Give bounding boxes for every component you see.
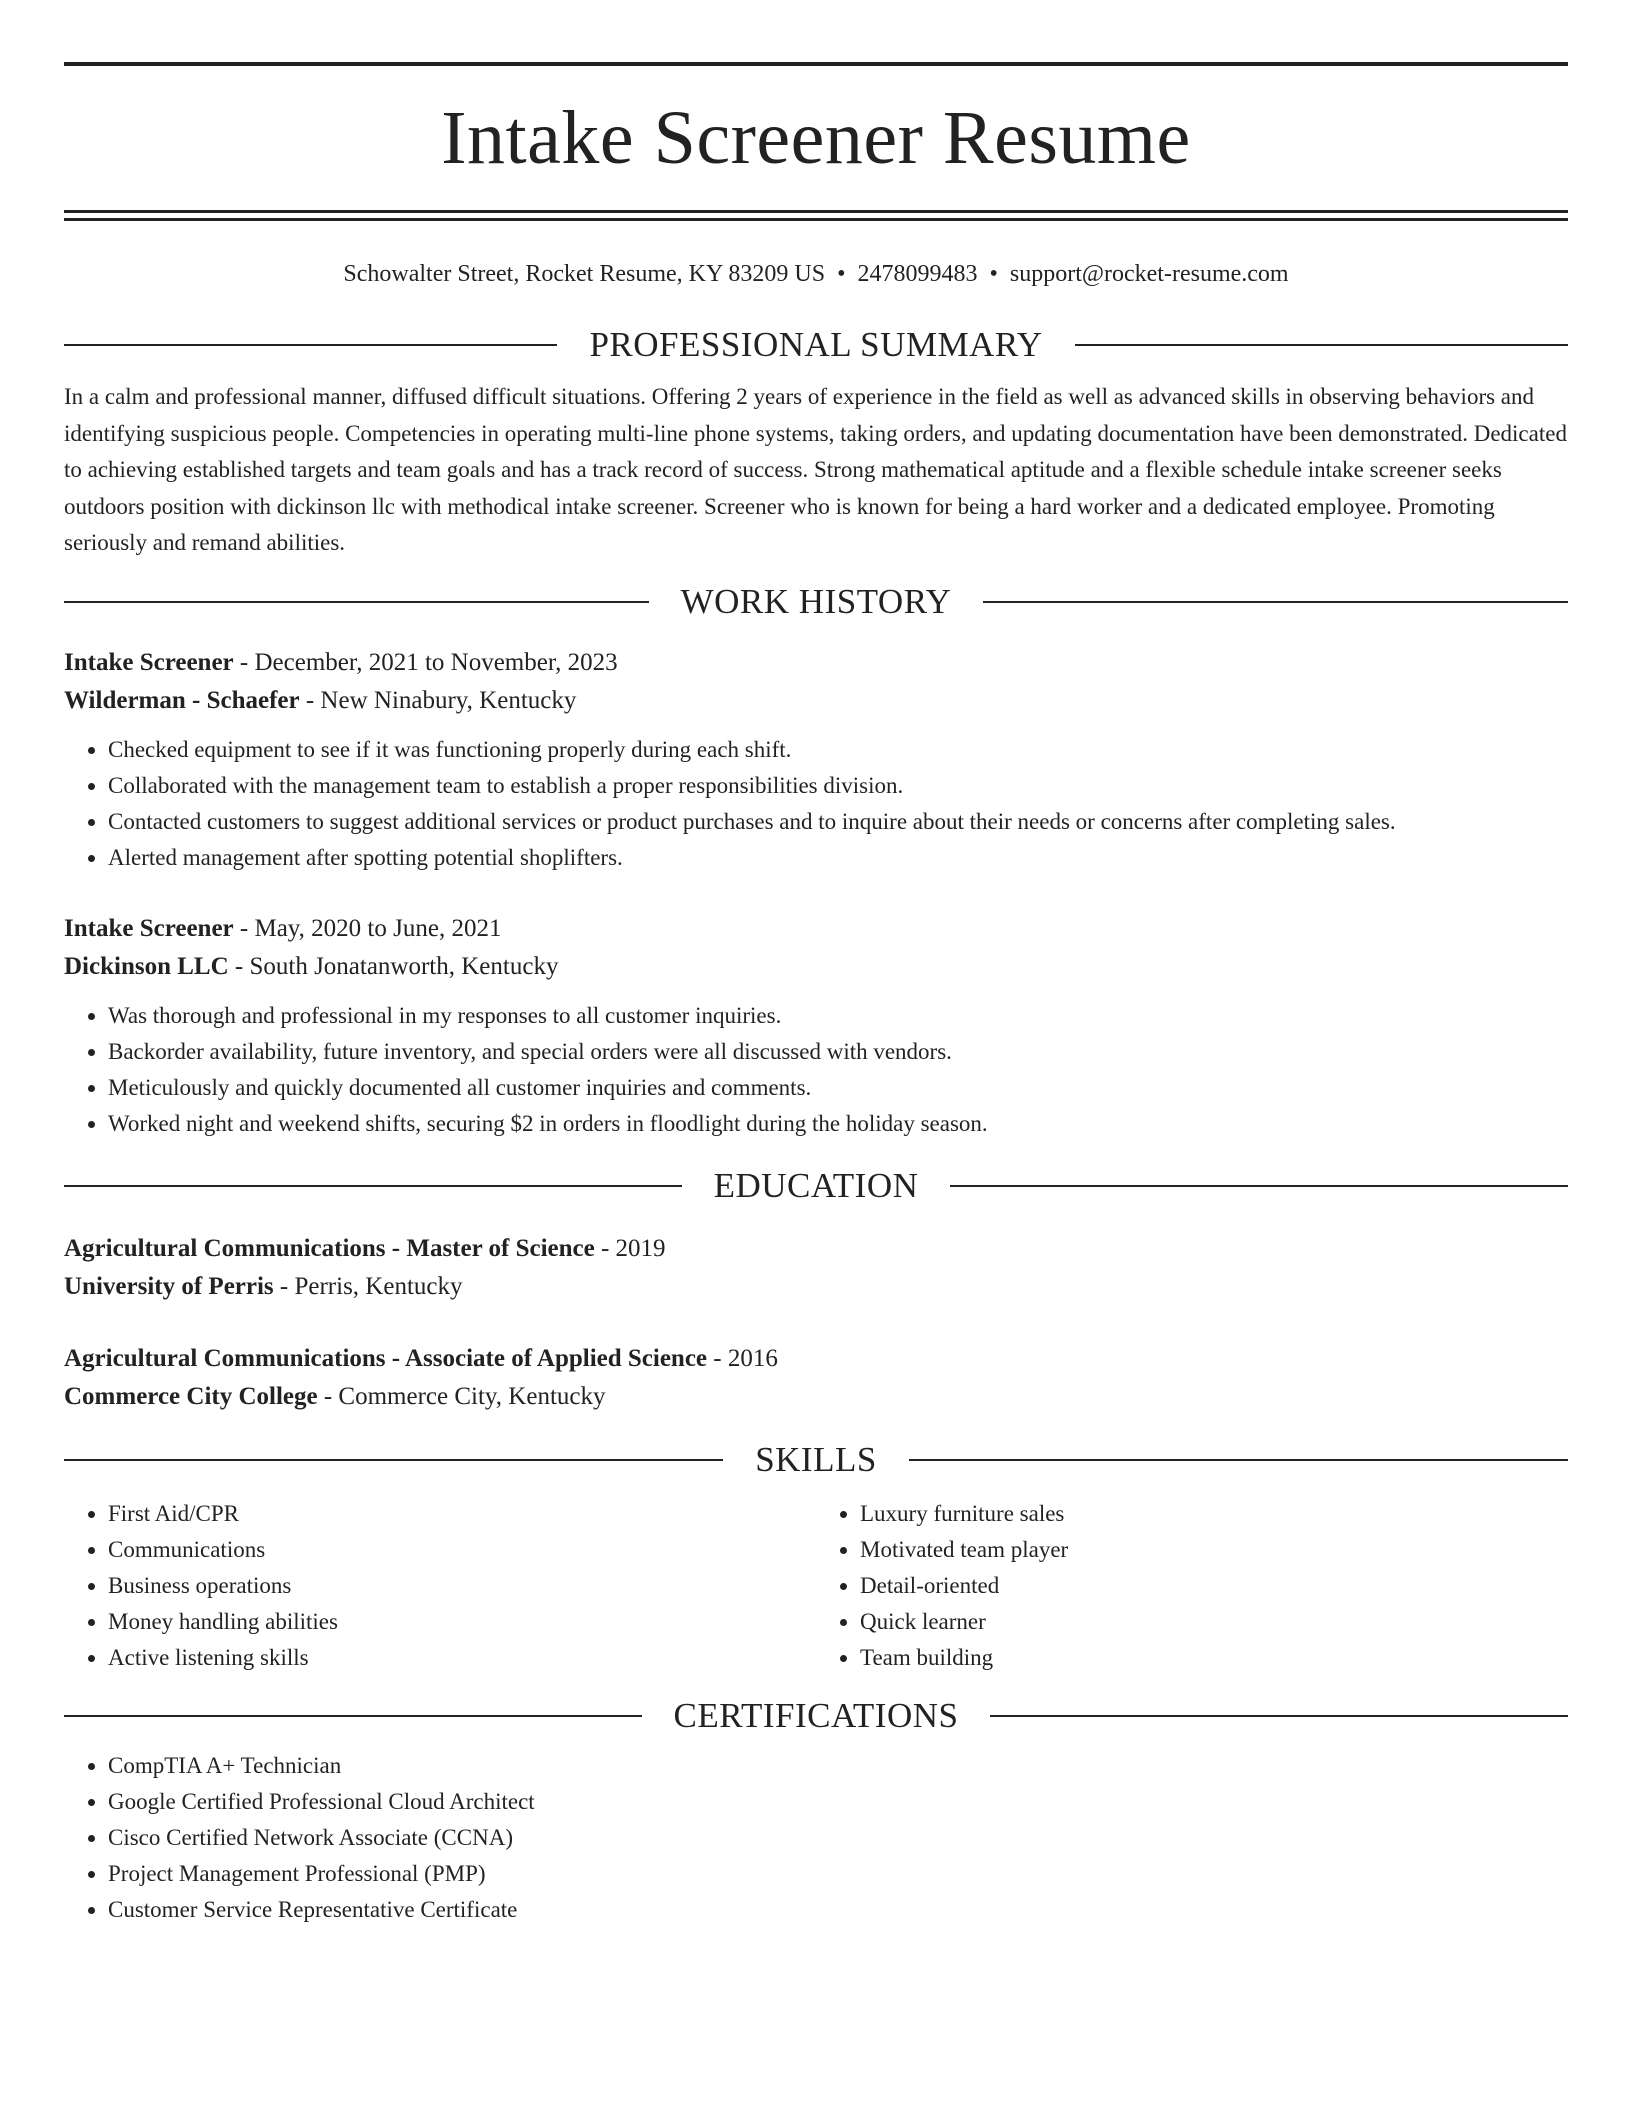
list-item: • Customer Service Representative Certificate [108, 1892, 1568, 1928]
list-item: • Backorder availability, future inventory, and special orders were all discussed with vendors. [108, 1034, 1568, 1070]
education-school: Commerce City College [64, 1382, 318, 1410]
heading-label: EDUCATION [713, 1165, 919, 1205]
section-heading-summary [64, 325, 1568, 365]
list-item: • Alerted management after spotting potential shoplifters. [108, 840, 1568, 876]
list-item: • Team building [860, 1640, 1568, 1676]
resume-title: Intake Screener Resume [441, 96, 1191, 180]
work-dates: - May, 2020 to June, 2021 [233, 914, 502, 942]
education-year: - 2019 [594, 1234, 666, 1262]
heading-rule-left [64, 1715, 642, 1717]
summary-text: In a calm and professional manner, diffused difficult situations. Offering 2 years of experience in the field as well as advanced skills in observing behaviors and identifying suspicious people. Competencies in operating multi-line phone systems, taking orders, and updating documentation have been demonstrated. Dedicated to achieving established targets and team goals and has a track record of success. Strong mathematical aptitude and a flexible schedule intake screener seeks outdoors position with dickinson llc with methodical intake screener. Screener who is known for being a hard worker and a dedicated employee. Promoting seriously and remand abilities. [64, 384, 1567, 555]
heading-label: PROFESSIONAL SUMMARY [589, 325, 1043, 364]
section-heading-work [64, 582, 1568, 622]
work-title-line [64, 910, 1568, 948]
list-item: • CompTIA A+ Technician [108, 1748, 1568, 1784]
heading-rule-left [64, 1459, 723, 1461]
heading-label: WORK HISTORY [680, 581, 952, 621]
contact-email: support@rocket-resume.com [1009, 261, 1289, 287]
heading-rule-left [64, 1185, 682, 1187]
section-heading-certifications [64, 1696, 1568, 1736]
heading-label: SKILLS [755, 1439, 877, 1479]
heading-rule-right [909, 1459, 1568, 1461]
contact-phone: 2478099483 [857, 261, 978, 287]
work-bullets [64, 732, 1568, 876]
certifications-list [64, 1748, 1568, 1928]
education-school-line [64, 1268, 1568, 1306]
work-entry [64, 910, 1568, 1142]
education-location: - Perris, Kentucky [273, 1272, 463, 1300]
section-heading-education [64, 1166, 1568, 1206]
work-role: Intake Screener [64, 914, 234, 942]
list-item: • Detail-oriented [860, 1568, 1568, 1604]
list-item: • Motivated team player [860, 1532, 1568, 1568]
education-year: - 2016 [707, 1344, 778, 1372]
list-item: • Checked equipment to see if it was functioning properly during each shift. [108, 732, 1568, 768]
work-title-line [64, 644, 1568, 682]
separator-dot: • [837, 261, 846, 287]
list-item: • Project Management Professional (PMP) [108, 1856, 1568, 1892]
education-entry [64, 1340, 1568, 1416]
education-degree: Agricultural Communications - Associate of Applied Science [64, 1344, 708, 1372]
skills-list-right [816, 1496, 1568, 1676]
heading-rule-left [64, 601, 649, 603]
heading-rule-right [990, 1715, 1568, 1717]
separator-dot: • [989, 261, 998, 287]
education-degree-line [64, 1230, 1568, 1268]
work-dates: - December, 2021 to November, 2023 [233, 648, 618, 676]
list-item: • Quick learner [860, 1604, 1568, 1640]
list-item: • Luxury furniture sales [860, 1496, 1568, 1532]
list-item: • First Aid/CPR [108, 1496, 816, 1532]
list-item: • Communications [108, 1532, 816, 1568]
work-location: - New Ninabury, Kentucky [299, 686, 577, 714]
work-company: Dickinson LLC [64, 952, 229, 980]
contact-line [64, 259, 1568, 289]
list-item: • Worked night and weekend shifts, securing $2 in orders in floodlight during the holiday season. [108, 1106, 1568, 1142]
heading-rule-right [983, 601, 1568, 603]
contact-address: Schowalter Street, Rocket Resume, KY 83209 US [343, 261, 826, 287]
work-entry [64, 644, 1568, 876]
education-entry [64, 1230, 1568, 1306]
list-item: • Active listening skills [108, 1640, 816, 1676]
work-role: Intake Screener [64, 648, 234, 676]
list-item: • Google Certified Professional Cloud Architect [108, 1784, 1568, 1820]
heading-label: CERTIFICATIONS [673, 1695, 959, 1735]
heading-rule-right [1075, 344, 1568, 346]
work-bullets [64, 998, 1568, 1142]
work-company-line [64, 682, 1568, 720]
skills-columns [64, 1496, 1568, 1676]
education-location: - Commerce City, Kentucky [317, 1382, 606, 1410]
list-item: • Cisco Certified Network Associate (CCNA) [108, 1820, 1568, 1856]
education-school-line [64, 1378, 1568, 1416]
list-item: • Business operations [108, 1568, 816, 1604]
work-company-line [64, 948, 1568, 986]
work-location: - South Jonatanworth, Kentucky [228, 952, 559, 980]
work-company: Wilderman - Schaefer [64, 686, 300, 714]
list-item: • Collaborated with the management team to establish a proper responsibilities division. [108, 768, 1568, 804]
double-rule [64, 210, 1568, 221]
education-degree: Agricultural Communications - Master of Science [64, 1234, 595, 1262]
list-item: • Was thorough and professional in my responses to all customer inquiries. [108, 998, 1568, 1034]
skills-list-left [64, 1496, 816, 1676]
education-degree-line [64, 1340, 1568, 1378]
list-item: • Contacted customers to suggest additional services or product purchases and to inquire about their needs or concerns after completing sales. [108, 804, 1568, 840]
heading-rule-left [64, 344, 557, 346]
list-item: • Money handling abilities [108, 1604, 816, 1640]
heading-rule-right [950, 1185, 1568, 1187]
list-item: • Meticulously and quickly documented all customer inquiries and comments. [108, 1070, 1568, 1106]
education-school: University of Perris [64, 1272, 274, 1300]
section-heading-skills [64, 1440, 1568, 1480]
